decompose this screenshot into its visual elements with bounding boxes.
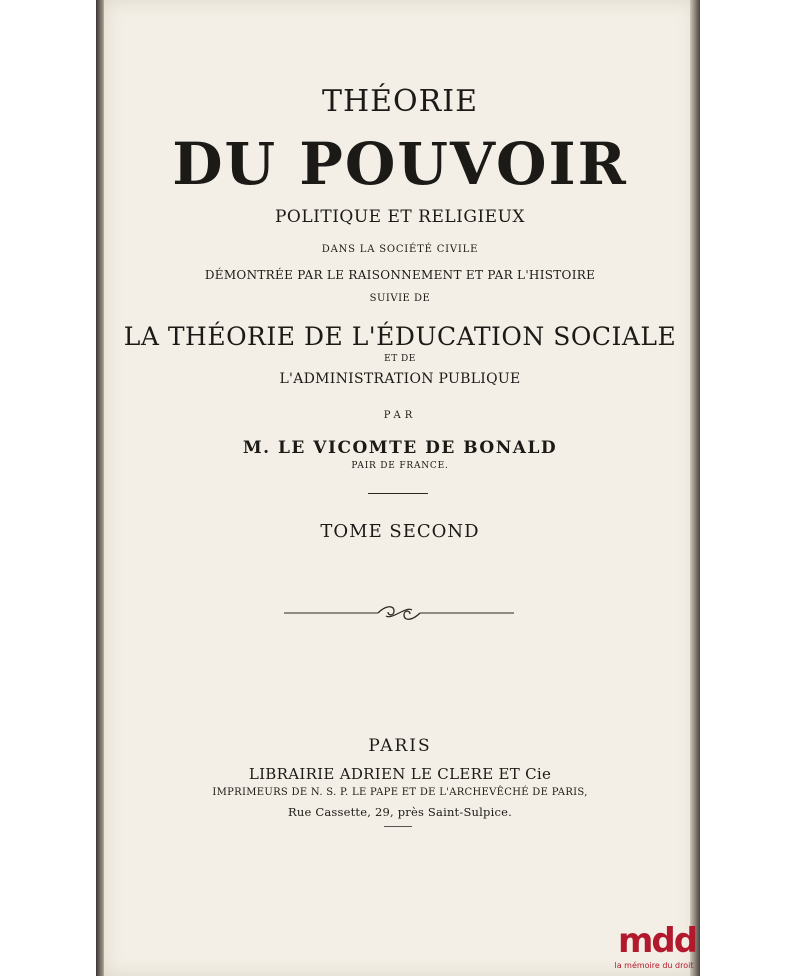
- imprint-city: PARIS: [368, 736, 432, 756]
- author-title: PAIR DE FRANCE.: [351, 461, 449, 471]
- subtitle-politique: POLITIQUE ET RELIGIEUX: [274, 207, 525, 227]
- logo-tagline: la mémoire du droit: [614, 961, 694, 970]
- subtitle-demontree: DÉMONTRÉE PAR LE RAISONNEMENT ET PAR L'HISTOIRE: [204, 268, 596, 282]
- imprint-publisher: LIBRAIRIE ADRIEN LE CLERE ET Cie: [248, 765, 552, 783]
- subtitle-administration: L'ADMINISTRATION PUBLIQUE: [279, 371, 521, 387]
- title-line-theorie: THÉORIE: [321, 84, 478, 119]
- subtitle-societe-civile: DANS LA SOCIÉTÉ CIVILE: [321, 244, 479, 255]
- logo-mark: mdd: [618, 921, 697, 961]
- volume-label: TOME SECOND: [320, 521, 480, 542]
- imprint-printers: IMPRIMEURS DE N. S. P. LE PAPE ET DE L'ARCHEVÊCHÉ DE PARIS,: [212, 787, 588, 798]
- author-name: M. LE VICOMTE DE BONALD: [242, 438, 558, 458]
- ornamental-rule: [282, 602, 516, 624]
- title-line-du-pouvoir: DU POUVOIR: [172, 130, 628, 198]
- watermark-logo: [610, 921, 698, 974]
- imprint-address: Rue Cassette, 29, près Saint-Sulpice.: [288, 805, 512, 819]
- by-label: PAR: [383, 410, 417, 421]
- divider-rule: [368, 493, 428, 494]
- subtitle-et-de: ET DE: [384, 354, 416, 364]
- subtitle-suivie-de: SUIVIE DE: [369, 293, 431, 304]
- bottom-rule: [384, 826, 412, 827]
- second-title: LA THÉORIE DE L'ÉDUCATION SOCIALE: [123, 322, 677, 351]
